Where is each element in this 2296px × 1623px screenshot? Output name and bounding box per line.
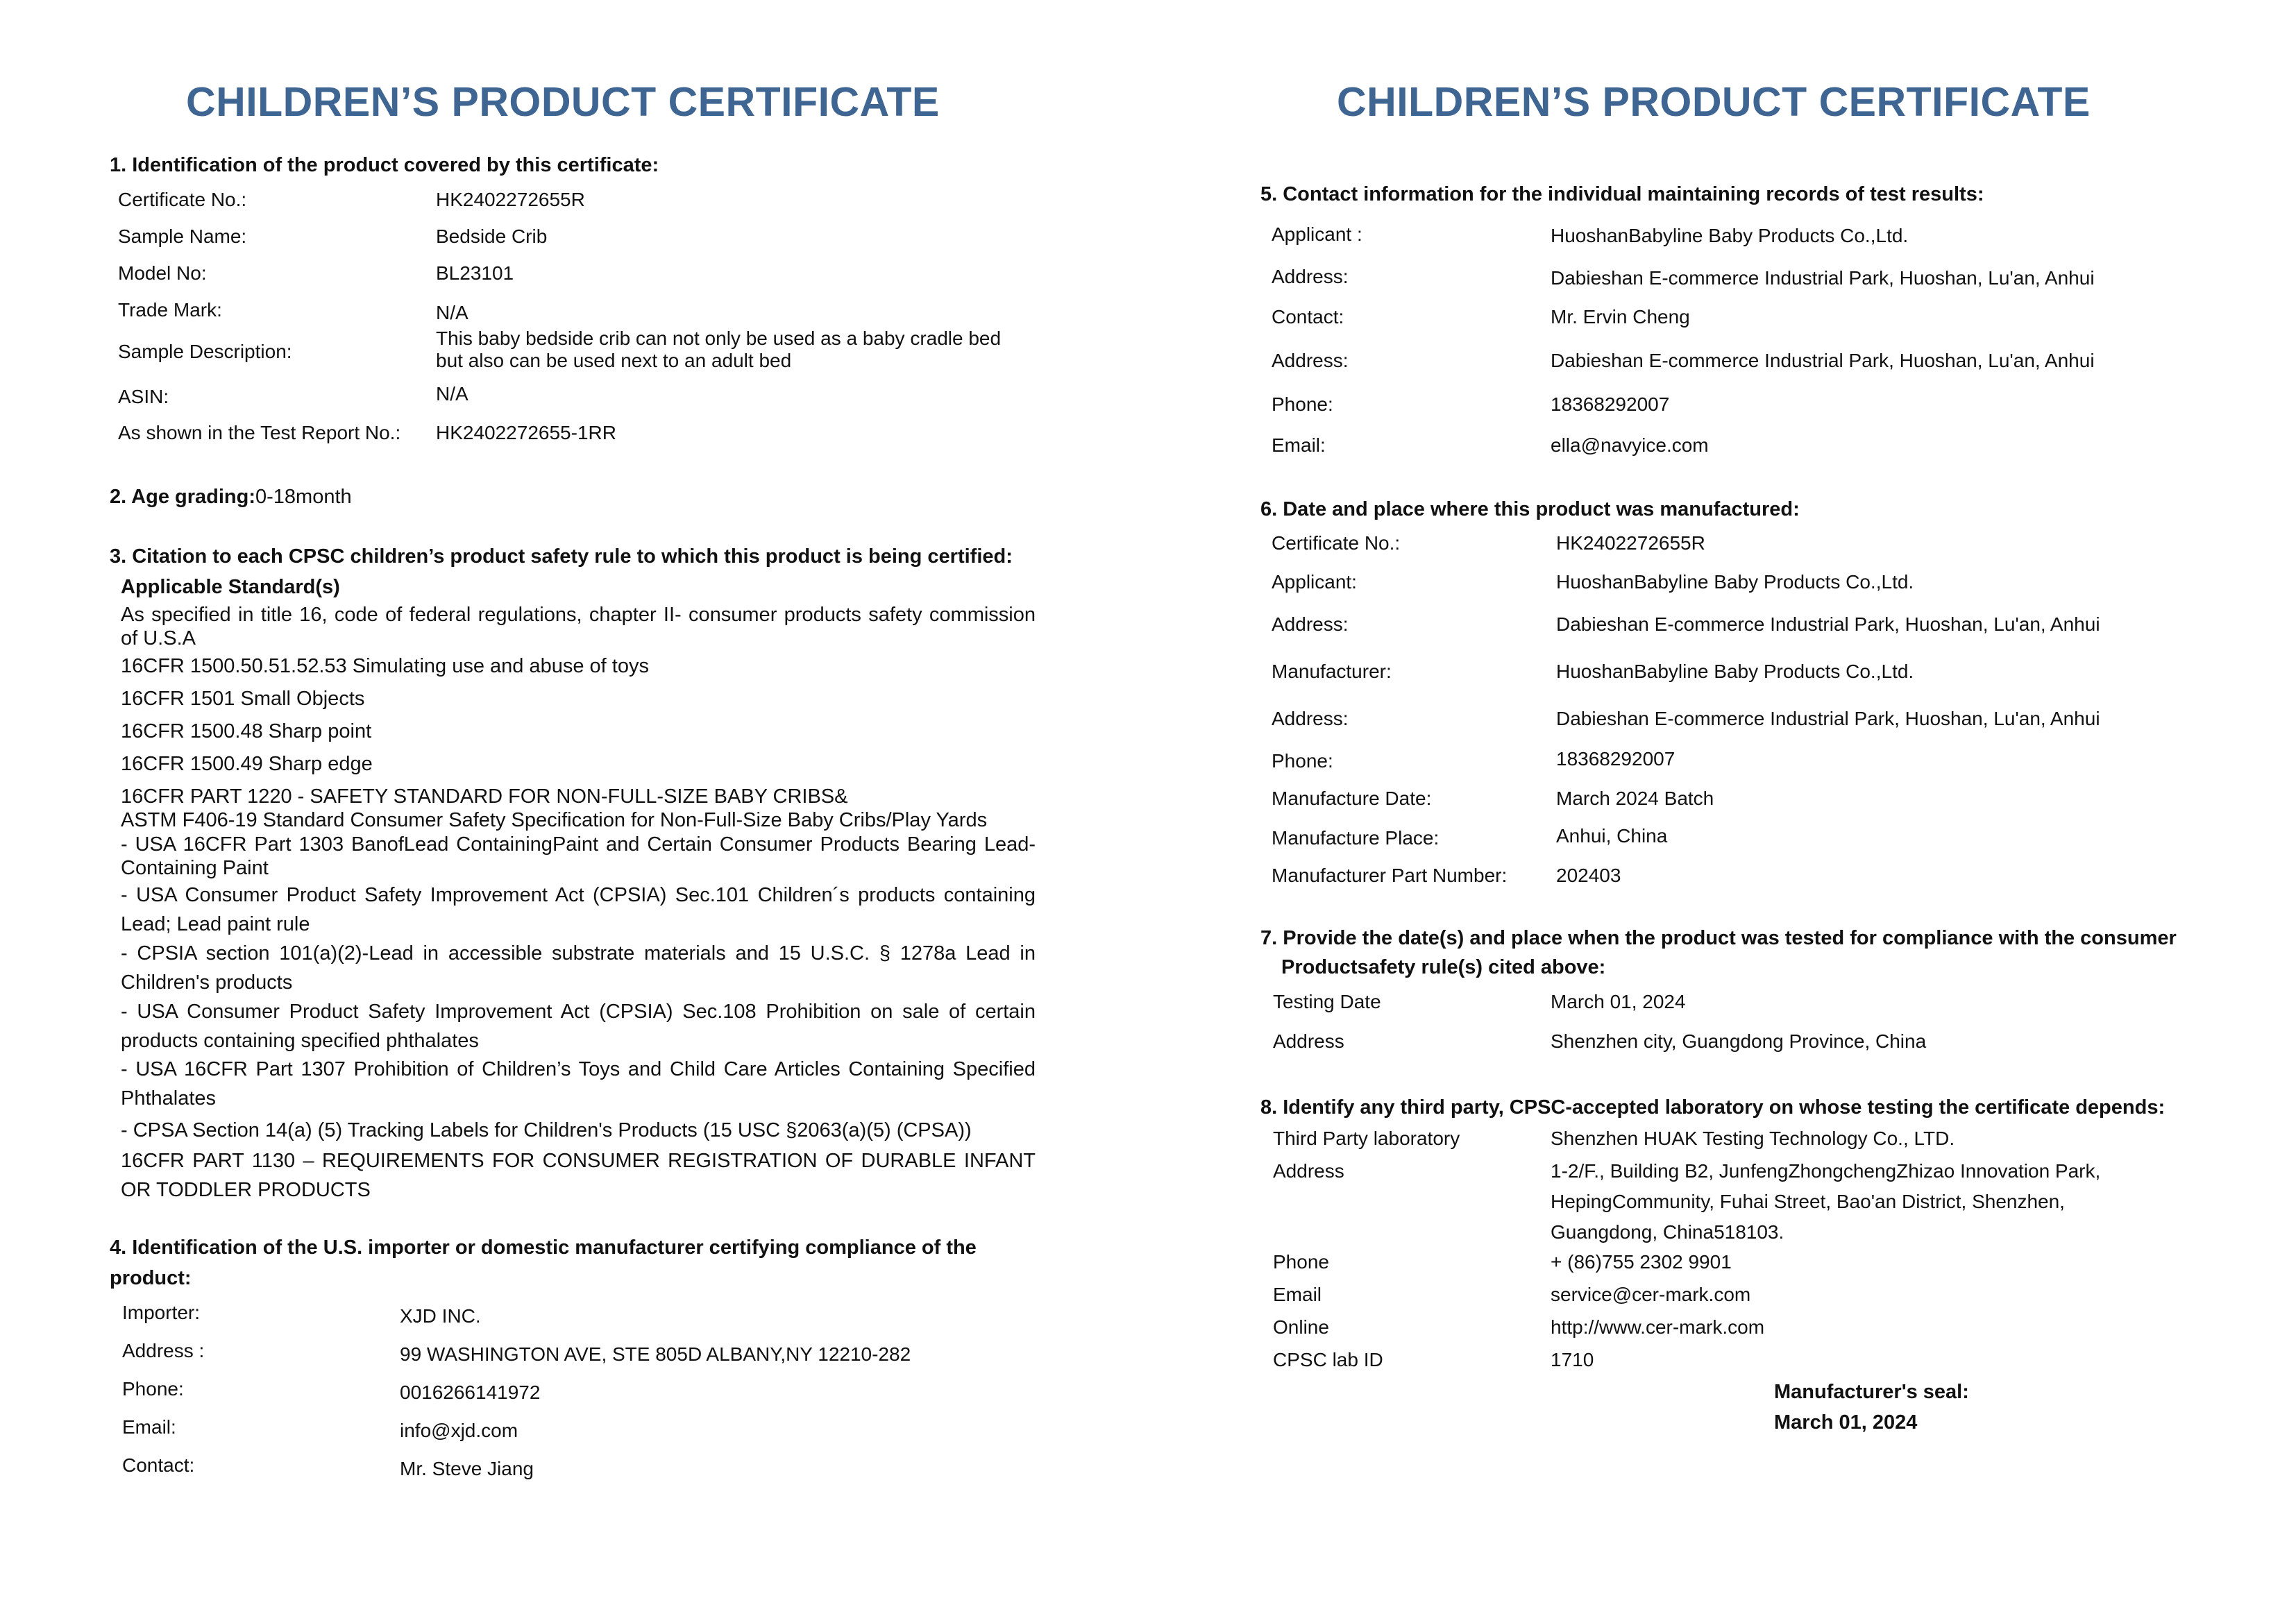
standard-item: - USA 16CFR Part 1303 BanofLead ContainingPaint and Certain Consumer Products Bearing Lead-Containing Paint	[121, 833, 1036, 879]
row-label: ASIN:	[118, 386, 169, 407]
row-value: N/A	[436, 383, 469, 405]
row-value: Dabieshan E-commerce Industrial Park, Huoshan, Lu'an, Anhui	[1551, 267, 2095, 289]
row-value: Mr. Steve Jiang	[400, 1458, 534, 1479]
row-label: Address:	[1272, 613, 1349, 635]
row-value: HK2402272655-1RR	[436, 422, 616, 443]
row-value: 18368292007	[1551, 393, 1670, 415]
row-label: Certificate No.:	[118, 189, 247, 210]
row-value: ella@navyice.com	[1551, 434, 1709, 456]
row-label: Trade Mark:	[118, 299, 222, 321]
standard-item: - CPSA Section 14(a) (5) Tracking Labels for Children's Products (15 USC §2063(a)(5) (CPSA))	[121, 1119, 972, 1141]
row-label: Manufacturer:	[1272, 661, 1392, 682]
manufacturer-seal-label: Manufacturer's seal:	[1774, 1381, 1969, 1403]
row-label: Phone:	[122, 1378, 184, 1400]
row-label: Sample Name:	[118, 226, 247, 247]
row-value: but also can be used next to an adult bed	[436, 350, 792, 371]
row-label: Third Party laboratory	[1273, 1128, 1460, 1149]
section-6-heading: 6. Date and place where this product was manufactured:	[1260, 498, 1800, 520]
row-value: Bedside Crib	[436, 226, 548, 247]
row-label: Certificate No.:	[1272, 532, 1401, 554]
row-value: Shenzhen city, Guangdong Province, China	[1551, 1030, 1927, 1052]
row-label: CPSC lab ID	[1273, 1349, 1383, 1370]
row-value: HK2402272655R	[1556, 532, 1705, 554]
row-value: info@xjd.com	[400, 1420, 518, 1441]
row-value: BL23101	[436, 262, 514, 284]
row-label: Phone:	[1272, 393, 1333, 415]
section-8-heading: 8. Identify any third party, CPSC-accepted laboratory on whose testing the certificate depends:	[1260, 1096, 2166, 1119]
age-grading-value: 0-18month	[255, 486, 352, 508]
row-label: As shown in the Test Report No.:	[118, 422, 401, 443]
row-value: 99 WASHINGTON AVE, STE 805D ALBANY,NY 12210-282	[400, 1343, 911, 1365]
row-value: service@cer-mark.com	[1551, 1284, 1751, 1305]
standard-item: - USA Consumer Product Safety Improvement Act (CPSIA) Sec.108 Prohibition on sale of certain products containing specified phthalates	[121, 1001, 1036, 1052]
row-value: Dabieshan E-commerce Industrial Park, Huoshan, Lu'an, Anhui	[1556, 613, 2100, 635]
row-label: Importer:	[122, 1302, 201, 1323]
section-2-heading	[110, 486, 352, 509]
standard-item: - USA 16CFR Part 1307 Prohibition of Children’s Toys and Child Care Articles Containing Specified Phthalates	[121, 1058, 1036, 1110]
standard-item: 16CFR 1500.50.51.52.53 Simulating use and abuse of toys	[121, 655, 649, 677]
row-label: Address	[1273, 1030, 1344, 1052]
row-label: Applicant:	[1272, 571, 1357, 593]
row-value: Shenzhen HUAK Testing Technology Co., LTD.	[1551, 1128, 1955, 1149]
row-label: Model No:	[118, 262, 207, 284]
row-value: HepingCommunity, Fuhai Street, Bao'an District, Shenzhen,	[1551, 1191, 2065, 1212]
row-value: HuoshanBabyline Baby Products Co.,Ltd.	[1556, 571, 1914, 593]
standard-item: - CPSIA section 101(a)(2)-Lead in accessible substrate materials and 15 U.S.C. § 1278a Lead in Children's products	[121, 942, 1036, 994]
row-label: Contact:	[1272, 306, 1344, 328]
row-value: Dabieshan E-commerce Industrial Park, Huoshan, Lu'an, Anhui	[1551, 350, 2095, 371]
row-value: HuoshanBabyline Baby Products Co.,Ltd.	[1551, 225, 1909, 246]
applicable-standards-heading: Applicable Standard(s)	[121, 576, 340, 598]
row-value: 202403	[1556, 865, 1621, 886]
standard-item: ASTM F406-19 Standard Consumer Safety Specification for Non-Full-Size Baby Cribs/Play Yards	[121, 809, 988, 831]
row-value: This baby bedside crib can not only be used as a baby cradle bed	[436, 328, 1002, 349]
seal-date: March 01, 2024	[1774, 1411, 1918, 1434]
section-1-heading: 1. Identification of the product covered by this certificate:	[110, 154, 659, 176]
section-7-heading-cont: Productsafety rule(s) cited above:	[1281, 956, 1606, 978]
standard-item: 16CFR 1501 Small Objects	[121, 688, 365, 710]
row-label: Address:	[1272, 266, 1349, 287]
row-value: 1710	[1551, 1349, 1594, 1370]
row-label: Address:	[1272, 350, 1349, 371]
standard-item: 16CFR 1500.49 Sharp edge	[121, 753, 373, 775]
row-value: N/A	[436, 302, 469, 323]
row-label: Address	[1273, 1160, 1344, 1182]
row-value: HuoshanBabyline Baby Products Co.,Ltd.	[1556, 661, 1914, 682]
standard-item: As specified in title 16, code of federal regulations, chapter II- consumer products safety commission of U.S.A	[121, 604, 1036, 649]
row-value: Mr. Ervin Cheng	[1551, 306, 1690, 328]
row-label: Applicant :	[1272, 223, 1362, 245]
row-value: Dabieshan E-commerce Industrial Park, Huoshan, Lu'an, Anhui	[1556, 708, 2100, 729]
row-label: Address :	[122, 1340, 205, 1361]
row-label: Address:	[1272, 708, 1349, 729]
row-value: 1-2/F., Building B2, JunfengZhongchengZhizao Innovation Park,	[1551, 1160, 2101, 1182]
row-label: Online	[1273, 1316, 1329, 1338]
row-value: http://www.cer-mark.com	[1551, 1316, 1765, 1338]
section-7-heading: 7. Provide the date(s) and place when the product was tested for compliance with the consumer	[1260, 927, 2177, 949]
row-label: Email:	[1272, 434, 1326, 456]
standard-item: - USA Consumer Product Safety Improvement Act (CPSIA) Sec.101 Children´s products containing Lead; Lead paint rule	[121, 884, 1036, 935]
section-3-heading: 3. Citation to each CPSC children’s product safety rule to which this product is being certified:	[110, 545, 1013, 568]
row-label: Sample Description:	[118, 341, 292, 362]
row-label: Contact:	[122, 1454, 195, 1476]
row-value: 0016266141972	[400, 1382, 541, 1403]
row-value: March 01, 2024	[1551, 991, 1686, 1012]
row-value: 18368292007	[1556, 748, 1675, 770]
row-label: Manufacturer Part Number:	[1272, 865, 1508, 886]
row-value: Guangdong, China518103.	[1551, 1221, 1784, 1243]
row-label: Testing Date	[1273, 991, 1381, 1012]
row-label: Manufacture Date:	[1272, 788, 1432, 809]
age-grading-label: 2. Age grading:	[110, 486, 255, 508]
row-value: HK2402272655R	[436, 189, 585, 210]
section-4-heading: 4. Identification of the U.S. importer or domestic manufacturer certifying compliance of the product:	[110, 1237, 977, 1289]
certificate-title: CHILDREN’S PRODUCT CERTIFICATE	[186, 79, 940, 125]
standard-item: 16CFR PART 1130 – REQUIREMENTS FOR CONSUMER REGISTRATION OF DURABLE INFANT OR TODDLER PRODUCTS	[121, 1150, 1036, 1201]
row-value: XJD INC.	[400, 1305, 481, 1327]
row-label: Email	[1273, 1284, 1322, 1305]
certificate-title: CHILDREN’S PRODUCT CERTIFICATE	[1337, 79, 2091, 125]
row-label: Phone:	[1272, 750, 1333, 772]
row-label: Phone	[1273, 1251, 1329, 1273]
row-value: Anhui, China	[1556, 825, 1668, 847]
row-label: Manufacture Place:	[1272, 827, 1440, 849]
row-value: March 2024 Batch	[1556, 788, 1714, 809]
section-5-heading: 5. Contact information for the individual maintaining records of test results:	[1260, 183, 1984, 205]
row-value: + (86)755 2302 9901	[1551, 1251, 1732, 1273]
row-label: Email:	[122, 1416, 176, 1438]
right-page	[1148, 0, 2296, 1623]
standard-item: 16CFR 1500.48 Sharp point	[121, 720, 372, 742]
standard-item: 16CFR PART 1220 - SAFETY STANDARD FOR NON-FULL-SIZE BABY CRIBS&	[121, 785, 848, 808]
